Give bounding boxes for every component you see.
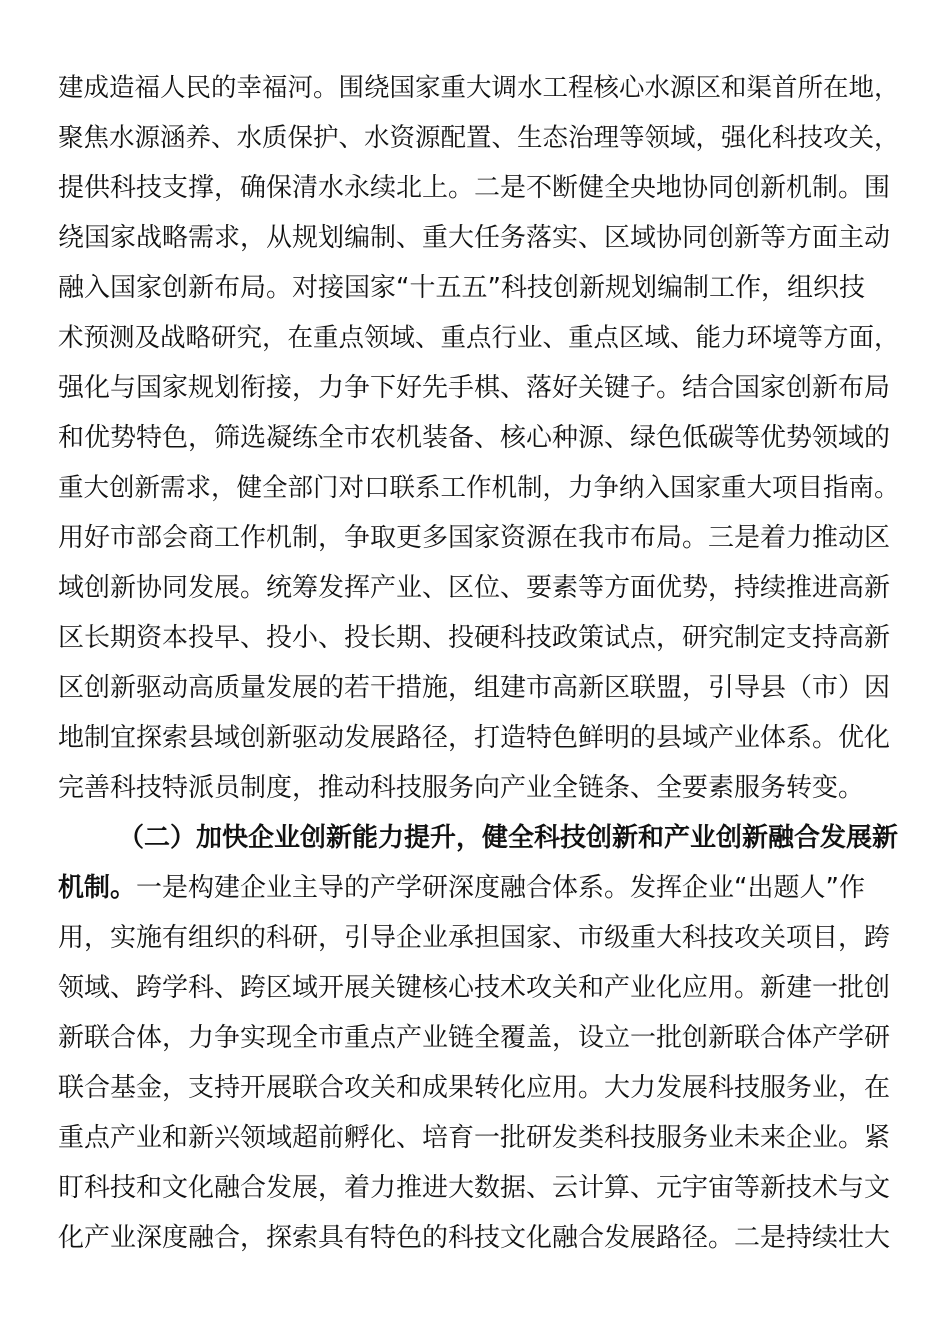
body-text-line: 绕国家战略需求，从规划编制、重大任务落实、区域协同创新等方面主动	[58, 223, 891, 253]
body-text-line: 地制宜探索县域创新驱动发展路径，打造特色鲜明的县域产业体系。优化	[58, 723, 891, 753]
section-heading-continuation	[58, 870, 908, 906]
body-text-line: 聚焦水源涵养、水质保护、水资源配置、生态治理等领域，强化科技攻关，	[58, 123, 900, 153]
body-text-span: 一是构建企业主导的产学研深度融合体系。发挥企业“出题人”作	[136, 873, 865, 903]
body-text-line: 和优势特色，筛选凝练全市农机装备、核心种源、绿色低碳等优势领域的	[58, 423, 891, 453]
body-text-line: 强化与国家规划衔接，力争下好先手棋、落好关键子。结合国家创新布局	[58, 373, 891, 403]
body-text-line: 区创新驱动高质量发展的若干措施，组建市高新区联盟，引导县（市）因	[58, 673, 891, 703]
body-text-line: 用好市部会商工作机制，争取更多国家资源在我市布局。三是着力推动区	[58, 523, 891, 553]
body-text-line: 领域、跨学科、跨区域开展关键核心技术攻关和产业化应用。新建一批创	[58, 973, 891, 1003]
body-text-line: 术预测及战略研究，在重点领域、重点行业、重点区域、能力环境等方面，	[58, 323, 900, 353]
body-text-line: 融入国家创新布局。对接国家“十五五”科技创新规划编制工作，组织技	[58, 273, 865, 303]
body-text-line: 化产业深度融合，探索具有特色的科技文化融合发展路径。二是持续壮大	[58, 1223, 891, 1253]
body-text-line: 盯科技和文化融合发展，着力推进大数据、云计算、元宇宙等新技术与文	[58, 1173, 891, 1203]
body-text-line: 重大创新需求，健全部门对口联系工作机制，力争纳入国家重大项目指南。	[58, 473, 900, 503]
body-text-line: 提供科技支撑，确保清水永续北上。二是不断健全央地协同创新机制。围	[58, 173, 891, 203]
body-text-line: 建成造福人民的幸福河。围绕国家重大调水工程核心水源区和渠首所在地，	[58, 73, 900, 103]
body-text-line: 完善科技特派员制度，推动科技服务向产业全链条、全要素服务转变。	[58, 773, 865, 803]
body-text-line: 重点产业和新兴领域超前孵化、培育一批研发类科技服务业未来企业。紧	[58, 1123, 891, 1153]
body-text-line: 区长期资本投早、投小、投长期、投硬科技政策试点，研究制定支持高新	[58, 623, 891, 653]
body-text-line: 用，实施有组织的科研，引导企业承担国家、市级重大科技攻关项目，跨	[58, 923, 891, 953]
body-text-line: 新联合体，力争实现全市重点产业链全覆盖，设立一批创新联合体产学研	[58, 1023, 891, 1053]
section-heading-tail: 机制。	[58, 873, 137, 903]
body-text-line: 联合基金，支持开展联合攻关和成果转化应用。大力发展科技服务业，在	[58, 1073, 891, 1103]
section-heading: （二）加快企业创新能力提升，健全科技创新和产业创新融合发展新	[118, 823, 899, 853]
body-text-line: 域创新协同发展。统筹发挥产业、区位、要素等方面优势，持续推进高新	[58, 573, 891, 603]
